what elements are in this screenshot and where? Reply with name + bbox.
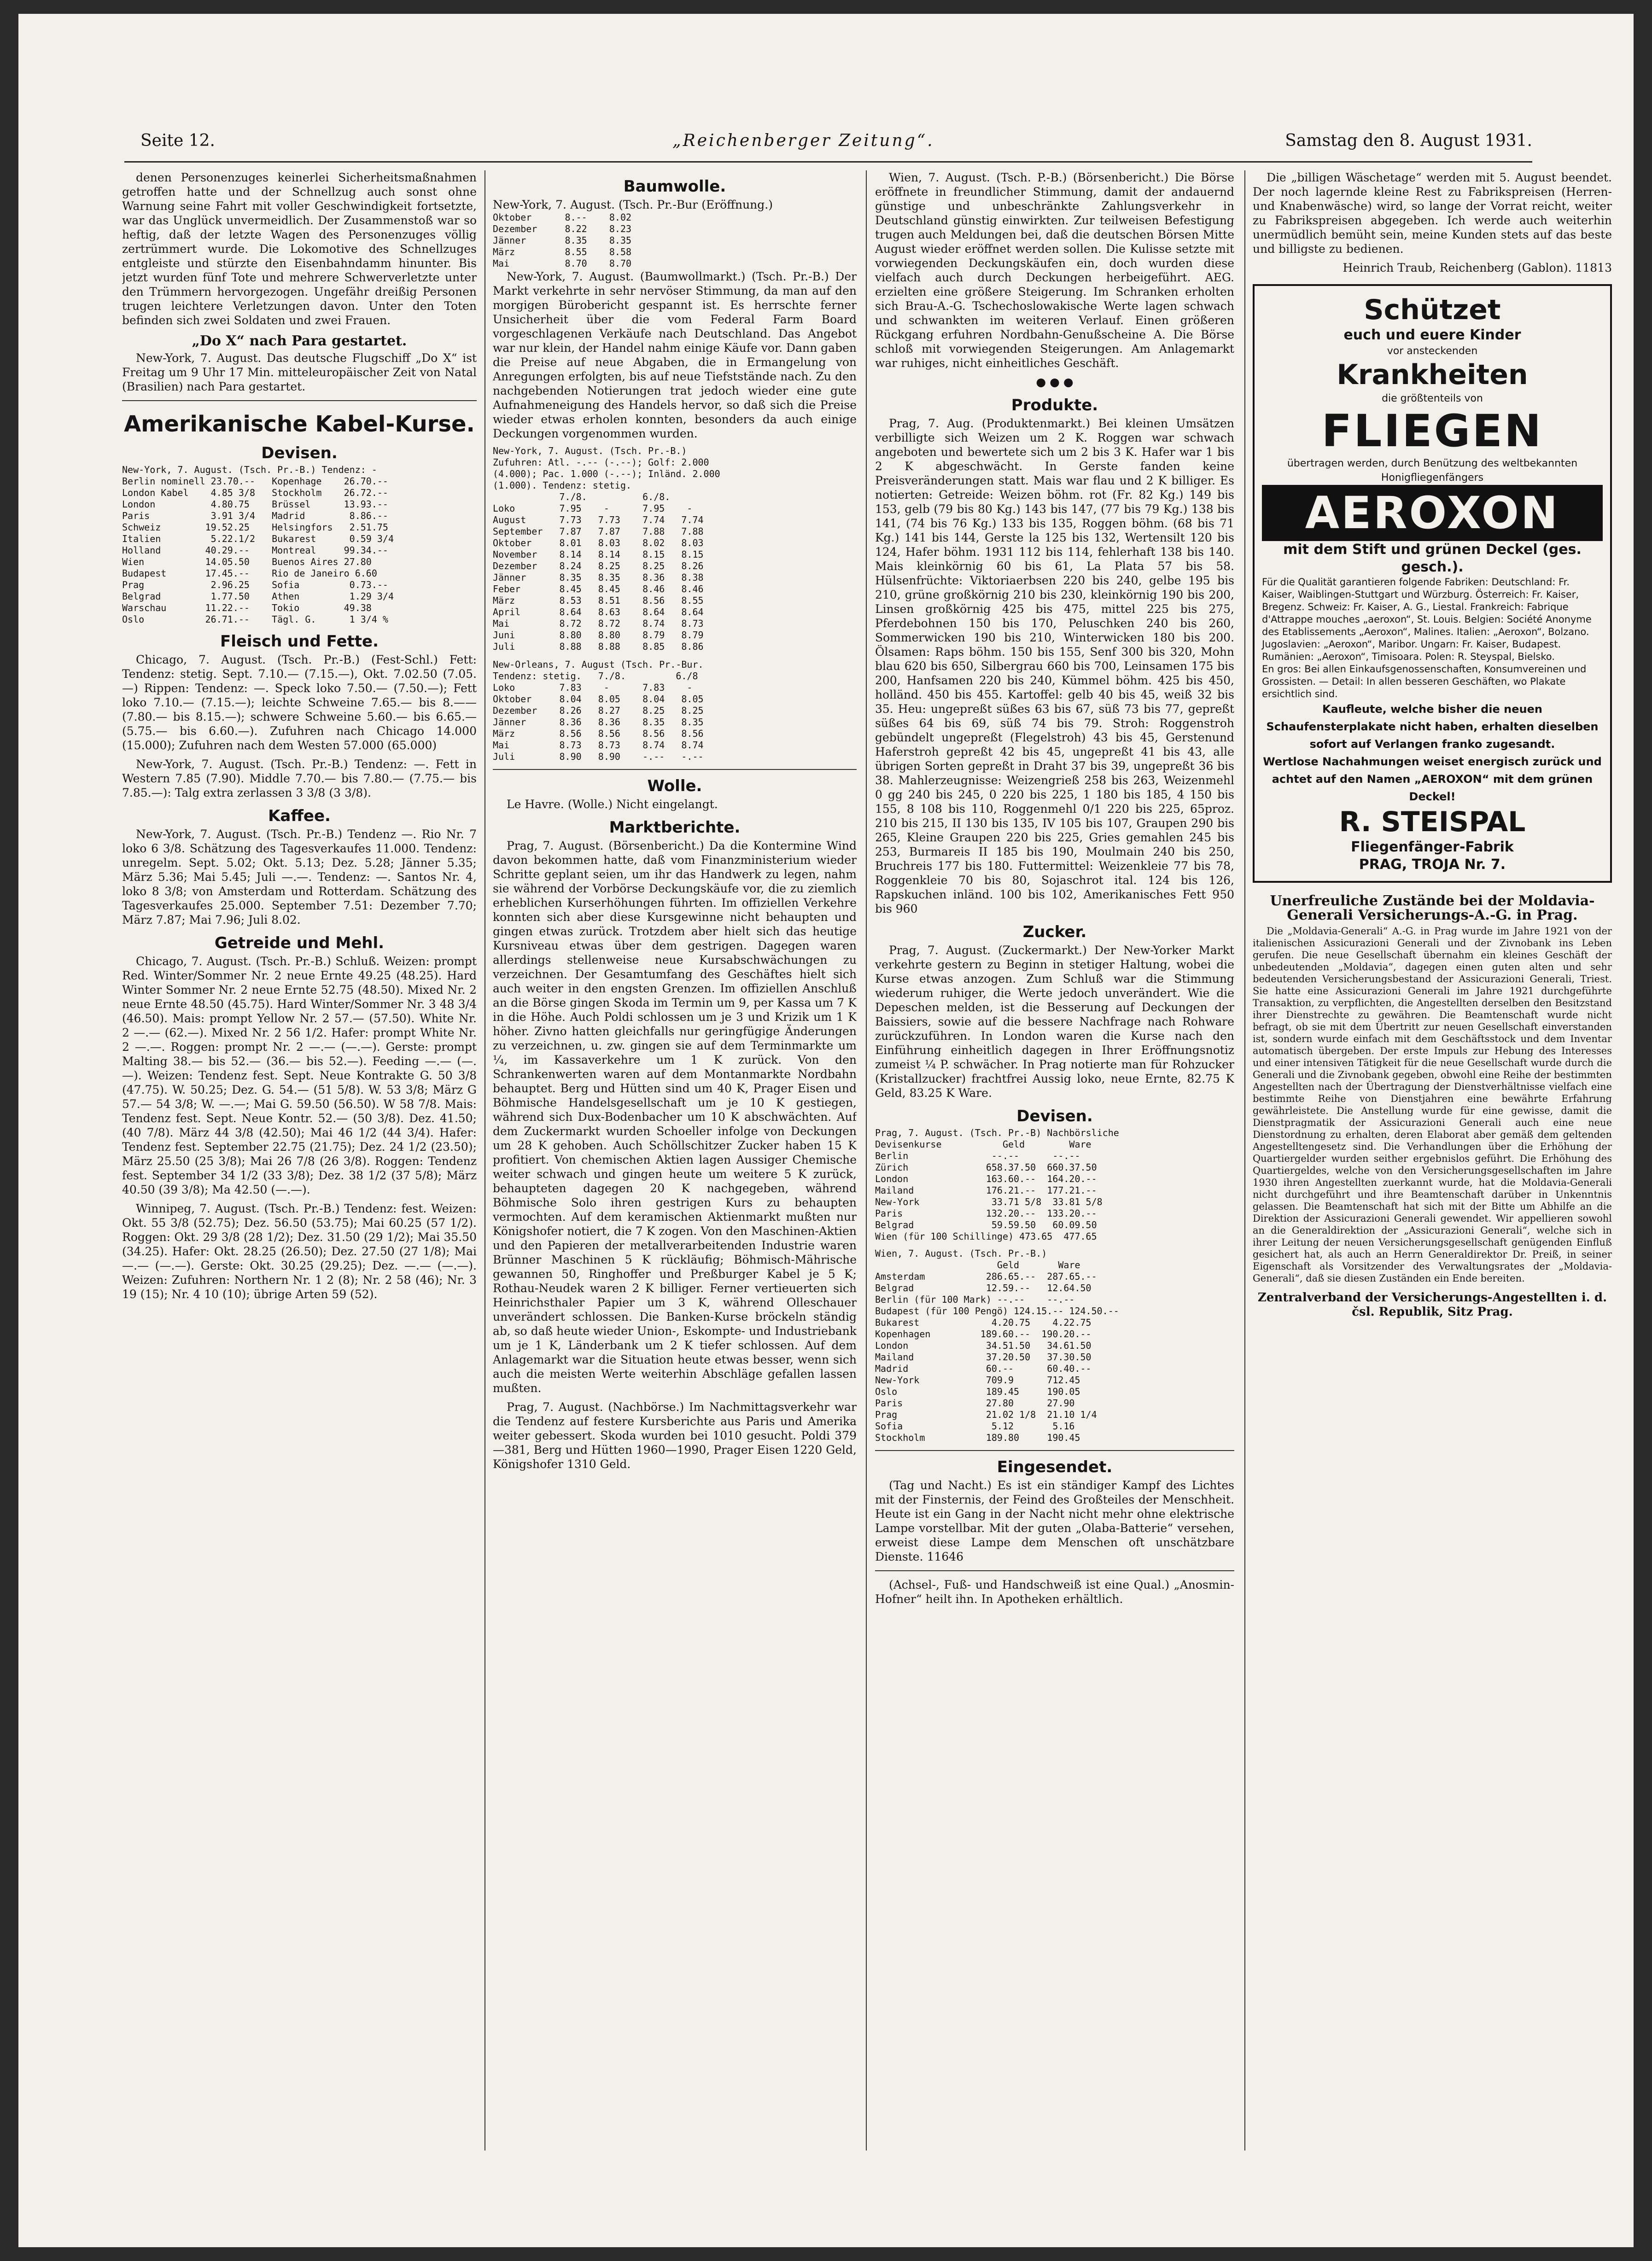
section-rule — [122, 400, 477, 401]
waesche-notice: Die „billigen Wäschetage“ werden mit 5. August beendet. Der noch lagernde kleine Rest zu Fabrikspreisen (Herren- und Knabenwäsche) wird, so lange der Vorrat reicht, weiter zu Fabrikspreisen abgegeben. Ich werde auch weiterhin unermüdlich bemüht sein, meine Kunden stets auf das beste und billigste zu bedienen. — [1253, 171, 1612, 256]
ad-product-desc: mit dem Stift und grünen Deckel (ges. gesch.). — [1283, 542, 1582, 575]
ad-firm: R. STEISPAL — [1339, 806, 1526, 838]
ad-imitation-warning: Wertlose Nachahmungen weiset energisch zurück und achtet auf den Namen „AEROXON“ mit dem grünen Deckel! — [1263, 755, 1602, 803]
baumwolle-newyork-table: New-York, 7. August. (Tsch. Pr.-B.) Zufuhren: Atl. -.-- (-.--); Golf: 2.000 (4.000); Pac. 1.000 (-.--); Inländ. 2.000 (1.000). Tendenz: stetig. 7./8. 6./8. Loko 7.95 - 7.95 - August 7.73 7.73 7.74 7.74 September 7.87 7.87 7.88 7.88 Oktober 8.01 8.03 8.02 8.03 November 8.14 8.14 8.15 8.15 Dezember 8.24 8.25 8.25 8.26 Jänner 8.35 8.35 8.36 8.38 Feber 8.45 8.45 8.46 8.46 März 8.53 8.51 8.56 8.55 April 8.64 8.63 8.64 8.64 Mai 8.72 8.72 8.74 8.73 Juni 8.80 8.80 8.79 8.79 Juli 8.88 8.88 8.85 8.86 — [493, 445, 720, 652]
getreide-chicago: Chicago, 7. August. (Tsch. Pr.-B.) Schluß. Weizen: prompt Red. Winter/Sommer Nr. 2 neue Ernte 49.25 (48.25). Hard Winter Sommer Nr. 2 neue Ernte 52.75 (48.50). Mixed Nr. 2 neue Ernte 48.50 (45.75). Hard Winter/Sommer Nr. 3 48 3/4 (46.50). Mais: prompt Yellow Nr. 2 57.— (57.50). White Nr. 2 —.— (62.—). Mixed Nr. 2 56 1/2. Hafer: prompt White Nr. 2 —.—. Roggen: prompt Nr. 2 —.— (—.—). Gerste: prompt Malting 38.— bis 52.— (36.— bis 52.—). Feeding —.— (—.—). Weizen: Tendenz fest. Sept. Neue Kontrakte G. 50 3/8 (47.75). W. 50.25; Dez. G. 54.— (51 5/8). W. 53 3/8; März G 57.— 54 3/8; W. —.—; Mai G. 59.50 (56.50). W 58 7/8. Mais: Tendenz fest. Sept. Neue Kontr. 52.— (50 3/8). Dez. 41.50; (40 7/8). März 44 3/8 (42.50); Mai 46 1/2 (44 3/4). Hafer: Tendenz fest. September 22.75 (21.75); Dez. 24 1/2 (23.50); März 25.50 (25 3/8); Mai 26 7/8 (26 3/8). Roggen: Tendenz fest. September 34 1/2 (33 3/8); Dez. 38 1/2 (37 5/8); März 40.50 (39 3/8); Ma 42.50 (—.—). — [122, 955, 477, 1196]
fleisch-chicago: Chicago, 7. August. (Tsch. Pr.-B.) (Fest-Schl.) Fett: Tendenz: stetig. Sept. 7.10.— (7.15.—), Okt. 7.02.50 (7.05.—) Rippen: Tendenz: —. Speck loko 7.50.— (7.50.—); Fett loko 7.10.— (7.15.—); leichte Schweine 7.65.— bis 8.—— (7.80.— bis 8.15.—); schwere Schweine 5.60.— bis 6.65.— (5.75.— bis 6.60.—). Zufuhren nach Chicago 14.000 (15.000); Zufuhren nach dem Westen 57.000 (65.000) — [122, 653, 477, 752]
devisen-heading-col3: Devisen. — [1016, 1107, 1093, 1125]
baumwolle-opening-head: New-York, 7. August. (Tsch. Pr.-Bur (Eröffnung.) — [493, 198, 773, 211]
wolle-report: Le Havre. (Wolle.) Nicht eingelangt. — [507, 798, 718, 811]
eingesendet-heading: Eingesendet. — [997, 1458, 1113, 1476]
column-3 — [875, 170, 1234, 2150]
wien-boerse-report: Wien, 7. August. (Tsch. P.-B.) (Börsenbericht.) Die Börse eröffnete in freundlicher Stimmung, damit der andauernd günstige und unbeschränkte Zahlungsverkehr in Deutschland günstig einwirkten. Zur teilweisen Befestigung trugen auch Meldungen bei, daß die deutschen Börsen Mitte August wieder eröffnet werden sollen. Die Kulisse setzte mit vorwiegenden Deckungskäufen ein, doch wurden diese vielfach auch durch Deckungen herbeigeführt. AEG. erzielten eine größere Steigerung. Im Schranken erholten sich Brau-A.-G. Tschechoslowakische Werte lagen schwach und schwankten im weiteren Verlauf. Einen größeren Rückgang erfuhren Nordbahn-Genußscheine A. Die Börse schloß mit vorwiegenden Steigerungen. Am Anlagemarkt war ruhiges, nicht einheitliches Geschäft. — [875, 171, 1234, 370]
ad-manufacturers: Für die Qualität garantieren folgende Fabriken: Deutschland: Fr. Kaiser, Waiblingen-Stuttgart und Würzburg. Österreich: Fr. Kaiser, Bregenz. Schweiz: Fr. Kaiser, A. G., Liestal. Frankreich: Fabrique d'Attrappe mouches „aeroxon“, St. Louis. Belgien: Société Anonyme des Etablissements „Aeroxon“, Malines. Italien: „Aeroxon“, Bolzano. Jugoslavien: „Aeroxon“, Maribor. Ungarn: Fr. Kaiser, Budapest. Rumänien: „Aeroxon“, Timisoara. Polen: R. Steyspal, Bielsko. — [1262, 577, 1592, 662]
ad-subline: euch und euere Kinder — [1343, 327, 1521, 343]
kaffee-heading: Kaffee. — [268, 807, 331, 825]
column-1 — [122, 170, 477, 2150]
ad-distribution: En gros: Bei allen Einkaufsgenossenschaften, Konsumvereinen und Grossisten. — Detail: In allen besseren Geschäften, wo Plakate ersichtlich sind. — [1262, 664, 1587, 699]
dox-heading: „Do X“ nach Para gestartet. — [192, 333, 407, 349]
fleisch-newyork: New-York, 7. August. (Tsch. Pr.-B.) Tendenz: —. Fett in Western 7.85 (7.90). Middle 7.70.— bis 7.80.— (7.75.— bis 7.85.—): Talg extra zerlassen 3 3/8 (3 3/8). — [122, 758, 477, 799]
baumwolle-heading: Baumwolle. — [623, 177, 726, 196]
moldavia-article: Die „Moldavia-Generali“ A.-G. in Prag wurde im Jahre 1921 von der italienischen Assicurazioni Generali und der Zivnobank ins Leben gerufen. Die neue Gesellschaft übernahm ein kleines Geschäft der unbedeutenden „Moldavia“, dagegen einen guten alten und sehr bedeutenden Versicherungsbestand der Assicurazioni Generali, Triest. Sie hatte eine Assicurazioni Generali im Jahre 1921 durchgeführte Transaktion, zu verpflichten, die Angestellten derselben den Besitzstand ihrer Dienstrechte zu gewähren. Die Beamtenschaft wurde nicht befragt, ob sie mit dem Übertritt zur neuen Gesellschaft einverstanden ist, sondern wurde einfach mit dem Geschäftsstock und dem Inventar automatisch übergeben. Der erste Impuls zur Hebung des Interesses und einer intensiven Tätigkeit für die neue Gesellschaft wurde durch die Generali und die Zivnobank gegeben, obwohl eine Reihe der bestimmten Angestellten nach der Übertragung der Dienstverhältnisse vielfach eine bestimmte Reihe von Dienstjahren eine bewährte Erfahrung gewährleistete. Die Anstellung wurde für eine gewisse, damit die Dienstpragmatik der Assicurazioni Generali auch eine neue Dienstordnung zu erhalten, deren Elaborat aber gemäß dem geltenden Angestelltengesetz sind. Die Verhandlungen über die Erhöhung der Quartiergelder wurden seither ergebnislos geführt. Die Erhöhung des Quartiergeldes, welche von den Versicherungsgesellschaften im Jahre 1930 ihren Angestellten zuerkannt wurde, hat die Moldavia-Generali nicht durchgeführt und ihre Beamtenschaft darüber in Unkenntnis gelassen. Die Beamtenschaft hat sich mit der Bitte um Abhilfe an die Direktion der Assicurazioni Generali gewendet. Wir appellieren sowohl an die Generaldirektion der „Assicurazioni Generali“, welche sich in ihrer Leitung der neuen Versicherungsgesellschaft genügenden Einfluß gesichert hat, als auch an Herrn Generaldirektor Dr. Preiß, in seiner Eigenschaft als Vorsitzender des Verwaltungsrates der „Moldavia-Generali“, daß sie diesen Zuständen ein Ende bereiten. — [1253, 926, 1612, 1284]
section-rule — [493, 769, 857, 770]
kabel-heading: Amerikanische Kabel-Kurse. — [124, 411, 475, 437]
ad-fliegen: FLIEGEN — [1321, 405, 1543, 457]
column-4 — [1253, 170, 1612, 2150]
dox-article: New-York, 7. August. Das deutsche Flugschiff „Do X“ ist Freitag um 9 Uhr 17 Min. mitteleuropäischer Zeit von Natal (Brasilien) nach Para gestartet. — [122, 351, 477, 393]
wolle-heading: Wolle. — [647, 777, 702, 795]
devisen-heading: Devisen. — [261, 444, 338, 462]
aeroxon-advertisement — [1253, 284, 1612, 883]
produkte-heading: Produkte. — [1011, 396, 1098, 414]
waesche-signature: Heinrich Traub, Reichenberg (Gablon). 11813 — [1343, 261, 1612, 274]
ad-brand: AEROXON — [1262, 485, 1603, 541]
markt-report: Prag, 7. August. (Börsenbericht.) Da die Kontermine Wind davon bekommen hatte, daß vom Finanzministerium wieder Schritte geplant seien, um ihr das Handwerk zu legen, nahm sie während der Vorbörse Deckungskäufe vor, die zu ziemlich erheblichen Kurserhöhungen führten. Im offiziellen Verkehre konnten sich aber diese Kursgewinne nicht behaupten und gingen etwas zurück. Trotzdem aber hielt sich das heutige Kursniveau etwas über dem gestrigen. Dagegen waren allerdings stellenweise neue Kursabschwächungen zu verzeichnen. Der Gesamtumfang des Geschäftes hielt sich auch weiter in den engsten Grenzen. Im offiziellen Anschluß an die Börse gingen Skoda im Termin um 9, per Kassa um 7 K in die Höhe. Auch Poldi schlossen um je 3 und Krizik um 1 K höher. Zivno hatten gleichfalls nur geringfügige Änderungen zu verzeichnen, u. zw. gingen sie auf dem Terminmarkte um ¼, im Kassaverkehre um 1 K zurück. Von den Schrankenwerten waren auf dem Montanmarkte Nordbahn behauptet. Berg und Hütten sind um 40 K, Prager Eisen und Böhmische Handelsgesellschaft um je 10 K gestiegen, während sich Dux-Bodenbacher um 10 K abschwächten. Auf dem Zuckermarkt wurden Schoeller infolge von Deckungen um 28 K gehoben. Auch Schöllschitzer Zucker haben 15 K profitiert. Von chemischen Aktien lagen Aussiger Chemische weiter schwach und gingen heute um weitere 5 K zurück, behaupteten dagegen 20 K nachgegeben, während Böhmische Solo ihren gestrigen Kurs zu behaupten vermochten. Auf dem keramischen Aktienmarkt mußten nur Königshofer notiert, die 7 K zogen. Von den Maschinen-Aktien und den Papieren der metallverarbeitenden Industrie waren Brünner Maschinen 5 K rückläufig; Böhmisch-Mährische gewannen 50, Ringhoffer und Preßburger Kabel je 5 K; Rothau-Neudek waren 2 K billiger. Ferner vertieuerten sich Heinrichsthaler Papier um 3 K, während Olleschauer unverändert schlossen. Die Banken-Kurse bröckeln ständig ab, so daß heute wieder Union-, Eskompte- und Industriebank um je 1 K, Länderbank um 2 K tiefer schlossen. Auf dem Anlagemarkt war die Situation heute etwas besser, wenn sich auch die meisten Werte weiterhin Abschläge gefallen lassen mußten. — [493, 839, 857, 1395]
accident-article: denen Personenzuges keinerlei Sicherheitsmaßnahmen getroffen hatte und der Schnellzug auch sonst ohne Warnung seine Fahrt mit voller Geschwindigkeit fortsetzte, war das Unglück unvermeidlich. Der Zusammenstoß war so heftig, daß der letzte Wagen des Personenzuges völlig zertrümmert wurde. Die Lokomotive des Schnellzuges entgleiste und stürzte den Eisenbahndamm hinunter. Bis jetzt wurden fünf Tote und mehrere Schwerverletzte unter den Trümmern hervorgezogen. Ungefähr dreißig Personen trugen leichtere Verletzungen davon. Unter den Toten befinden sich zwei Soldaten und zwei Frauen. — [122, 171, 477, 327]
nachboerse-report: Prag, 7. August. (Nachbörse.) Im Nachmittagsverkehr war die Tendenz auf festere Kursberichte aus Paris und Amerika weiter gebessert. Skoda wurden bei 1010 gesucht. Poldi 379—381, Berg und Hütten 1960—1990, Prager Eisen 1220 Geld, Königshofer 1310 Geld. — [493, 1400, 857, 1471]
baumwolle-report: New-York, 7. August. (Baumwollmarkt.) (Tsch. Pr.-B.) Der Markt verkehrte in sehr nervöser Stimmung, da man auf den morgigen Bürobericht gespannt ist. Es herrschte ferner Unsicherheit über die vom Federal Farm Board vorgeschlagenen Verkäufe nach Deutschland. Das Angebot war nur klein, der Handel nahm einige Käufe vor. Dann gaben die Preise auf neue Abgaben, die in Ermangelung von Anregungen erfolgten, bis auf neue Tiefststände nach. Zu den nachgebenden Notierungen trat jedoch wieder eine gute Aufnahmeneigung des Handels hervor, so daß sich die Preise wieder etwas erholen konnten, besonders da auch einige Deckungen vorgenommen wurden. — [493, 270, 857, 440]
eingesendet-text: (Tag und Nacht.) Es ist ein ständiger Kampf des Lichtes mit der Finsternis, der Feind des Großteiles der Menschheit. Heute ist ein Gang in der Nacht nicht mehr ohne elektrische Lampe vorstellbar. Mit der guten „Olaba-Batterie“ versehen, erweist diese Lampe dem Menschen oft unschätzbare Dienste. 11646 — [875, 1479, 1234, 1563]
achsel-notice: (Achsel-, Fuß- und Handschweiß ist eine Qual.) „Anosmin-Hofner“ heilt ihn. In Apotheken erhältlich. — [875, 1578, 1234, 1606]
baumwolle-neworleans-table: New-Orleans, 7. August (Tsch. Pr.-Bur. Tendenz: stetig. 7./8. 6./8 Loko 7.83 - 7.83 - Oktober 8.04 8.05 8.04 8.05 Dezember 8.26 8.27 8.25 8.25 Jänner 8.36 8.36 8.35 8.35 März 8.56 8.56 8.56 8.56 Mai 8.73 8.73 8.74 8.74 Juli 8.90 8.90 -.-- -.-- — [493, 659, 704, 762]
fleisch-heading: Fleisch und Fette. — [220, 632, 379, 651]
markt-heading: Marktberichte. — [609, 818, 741, 837]
ad-transfer: übertragen werden, durch Benützung des weltbekannten Honigfliegenfängers — [1287, 458, 1578, 484]
devisen-wien-table: Wien, 7. August. (Tsch. Pr.-B.) Geld Ware Amsterdam 286.65.-- 287.65.-- Belgrad 12.59.-- 12.64.50 Berlin (für 100 Mark) --.-- --.-- Budapest (für 100 Pengö) 124.15.-- 124.50.-- Bukarest 4.20.75 4.22.75 Kopenhagen 189.60.-- 190.20.-- London 34.51.50 34.61.50 Mailand 37.20.50 37.30.50 Madrid 60.-- 60.40.-- New-York 709.9 712.45 Oslo 189.45 190.05 Paris 27.80 27.90 Prag 21.02 1/8 21.10 1/4 Sofia 5.12 5.16 Stockholm 189.80 190.45 — [875, 1248, 1119, 1443]
getreide-winnipeg: Winnipeg, 7. August. (Tsch. Pr.-B.) Tendenz: fest. Weizen: Okt. 55 3/8 (52.75); Dez. 56.50 (53.75); Mai 60.25 (57 1/2). Roggen: Okt. 29 3/8 (28 1/2); Dez. 31.50 (29 1/2); Mai 35.50 (34.25). Hafer: Okt. 28.25 (26.50); Dez. 27.50 (27 1/8); Mai —.— (—.—). Gerste: Okt. 30.25 (29.25); Dez. —.— (—.—). Weizen: Zufuhren: Northern Nr. 1 2 (8); Nr. 2 58 (46); Nr. 3 19 (15); Nr. 4 10 (10); übrige Arten 59 (52). — [122, 1202, 477, 1301]
ornament-dots: ● ● ● — [1036, 375, 1074, 389]
devisen-prag-table: Prag, 7. August. (Tsch. Pr.-B) Nachbörsliche Devisenkurse Geld Ware Berlin --.-- --.-- Zürich 658.37.50 660.37.50 London 163.60.-- 164.20.-- Mailand 176.21.-- 177.21.-- New-York 33.71 5/8 33.81 5/8 Paris 132.20.-- 133.20.-- Belgrad 59.59.50 60.09.50 Wien (für 100 Schillinge) 473.65 477.65 — [875, 1127, 1119, 1242]
ad-headline: Schützet — [1364, 294, 1501, 326]
issue-date: Samstag den 8. August 1931. — [1285, 131, 1532, 150]
ad-subline-small: vor ansteckenden — [1387, 345, 1478, 357]
zucker-report: Prag, 7. August. (Zuckermarkt.) Der New-Yorker Markt verkehrte gestern zu Beginn in stetiger Haltung, wobei die Kurse etwas anzogen. Zum Schluß war die Stimmung wiederum ruhiger, die Werte jedoch unverändert. Wie die Depeschen melden, ist die Besserung auf Deckungen der Baissiers, sowie auf die bessere Nachfrage nach Rohware zurückzuführen. In London waren die Kurse nach den Einführung einheitlich dagegen in Ihrer Eröffnungsnotiz zumeist ¼ P. schwächer. In Prag notierte man für Rohzucker (Kristallzucker) frachtfrei Aussig loko, neue Ernte, 82.75 K Geld, 83.25 K Ware. — [875, 944, 1234, 1100]
column-divider — [866, 170, 867, 2150]
ad-firm-address: PRAG, TROJA Nr. 7. — [1359, 857, 1506, 873]
moldavia-heading: Unerfreuliche Zustände bei der Moldavia-Generali Versicherungs-A.-G. in Prag. — [1270, 893, 1595, 923]
ad-krankheiten: Krankheiten — [1337, 359, 1528, 391]
ad-firm-type: Fliegenfänger-Fabrik — [1351, 839, 1514, 855]
kaffee-report: New-York, 7. August. (Tsch. Pr.-B.) Tendenz —. Rio Nr. 7 loko 6 3/8. Schätzung des Tagesverkaufes 11.000. Tendenz: unregelm. Sept. 5.02; Okt. 5.13; Dez. 5.28; Jänner 5.35; März 5.36; Mai 5.45; Juli —.—. Tendenz: —. Santos Nr. 4, loko 8 3/8; von Amsterdam und Rotterdam. Schätzung des Tagesverkaufes 25.000. September 7.51: Dezember 7.70; März 7.87; Mai 7.96; Juli 8.02. — [122, 827, 477, 927]
column-divider — [1244, 170, 1245, 2150]
newspaper-page — [18, 14, 1634, 2247]
masthead: „Reichenberger Zeitung“. — [672, 131, 934, 150]
ad-merchant-notice: Kaufleute, welche bisher die neuen Schaufensterplakate nicht haben, erhalten dieselben sofort auf Verlangen franko zugesandt. — [1266, 703, 1599, 751]
produkte-report: Prag, 7. Aug. (Produktenmarkt.) Bei kleinen Umsätzen verbilligte sich Weizen um 2 K. Roggen war schwach angeboten und bewertete sich um 2 bis 3 K. Hafer war 1 bis 2 K abgeschwächt. In Gerste fanden keine Preisveränderungen statt. Mais war flau und 2 K billiger. Es notierten: Getreide: Weizen böhm. rot (Fr. 82 Kg.) 149 bis 153, gelb (79 bis 80 Kg.) 143 bis 147, (77 bis 79 Kg.) 138 bis 141, (74 bis 76 Kg.) 133 bis 135, Roggen böhm. (68 bis 71 Kg.) 141 bis 144, Gerste la 125 bis 132, Wertensilt 120 bis 124, Hafer böhm. 1931 112 bis 114, fehlerhaft 138 bis 140. Mais kleinkörnig 60 bis 61, La Plata 57 bis 58. Hülsenfrüchte: Viktoriaerbsen 220 bis 240, gelbe 195 bis 210, grüne großkörnig 210 bis 230, kleinkörnig 190 bis 200, Linsen großkörnig 425 bis 475, mittel 225 bis 275, Pferdebohnen 150 bis 170, Peluschken 240 bis 260, Sommerwicken 190 bis 210, Winterwicken 180 bis 200. Ölsamen: Raps böhm. 150 bis 155, Senf 300 bis 320, Mohn blau 620 bis 650, Silbergrau 660 bis 700, Leinsamen 175 bis 200, Hanfsamen 220 bis 240, Kümmel böhm. 425 bis 450, holländ. 450 bis 455. Kartoffel: gelb 40 bis 45, weiß 32 bis 35. Heu: ungepreßt süßes 63 bis 67, süß 73 bis 77, gepreßt süßes 64 bis 69, süß 74 bis 79. Stroh: Roggenstroh gebündelt ungepreßt (Flegelstroh) 43 bis 45, Gerstenund Haferstroh gepreßt 42 bis 45, ungepreßt 41 bis 43, alle übrigen Sorten gepreßt in Draht 37 bis 39, ungepreßt 36 bis 38. Mahlerzeugnisse: Weizengrieß 258 bis 263, Weizenmehl 0 gg 240 bis 245, 0 220 bis 225, 1 180 bis 185, 4 150 bis 155, 8 108 bis 110, Roggenmehl 0/1 220 bis 225, 65proz. 210 bis 215, II 130 bis 135, IV 105 bis 107, Graupen 290 bis 265, Kleine Graupen 220 bis 225, Gries gemahlen 245 bis 253, Burmareis II 185 bis 190, Moulmain 240 bis 250, Bruchreis 177 bis 180. Futtermittel: Weizenkleie 77 bis 78, Roggenkleie 70 bis 80, Sojaschrot ital. 124 bis 126, Rapskuchen inländ. 100 bis 102, Amerikanisches Fett 950 bis 960 — [875, 417, 1234, 915]
header-rule — [124, 161, 1532, 163]
getreide-heading: Getreide und Mehl. — [214, 934, 385, 952]
zucker-heading: Zucker. — [1022, 923, 1087, 941]
section-rule — [875, 1450, 1234, 1451]
column-2 — [493, 170, 857, 2150]
devisen-table: New-York, 7. August. (Tsch. Pr.-B.) Tendenz: - Berlin nominell 23.70.-- Kopenhage 26.70.-- London Kabel 4.85 3/8 Stockholm 26.72.-- London 4.80.75 Brüssel 13.93.-- Paris 3.91 3/4 Madrid 8.86.-- Schweiz 19.52.25 Helsingfors 2.51.75 Italien 5.22.1/2 Bukarest 0.59 3/4 Holland 40.29.-- Montreal 99.34.-- Wien 14.05.50 Buenos Aires 27.80 Budapest 17.45.-- Rio de Janeiro 6.60 Prag 2.96.25 Sofia 0.73.-- Belgrad 1.77.50 Athen 1.29 3/4 Warschau 11.22.-- Tokio 49.38 Oslo 26.71.-- Tägl. G. 1 3/4 % — [122, 464, 394, 625]
baumwolle-opening-table: Oktober 8.-- 8.02 Dezember 8.22 8.23 Jänner 8.35 8.35 März 8.55 8.58 Mai 8.70 8.70 — [493, 212, 632, 269]
section-rule — [875, 1570, 1234, 1571]
moldavia-signature: Zentralverband der Versicherungs-Angestellten i. d. čsl. Republik, Sitz Prag. — [1257, 1291, 1607, 1319]
page-number: Seite 12. — [140, 131, 215, 150]
ad-connector: die größtenteils von — [1382, 393, 1483, 404]
